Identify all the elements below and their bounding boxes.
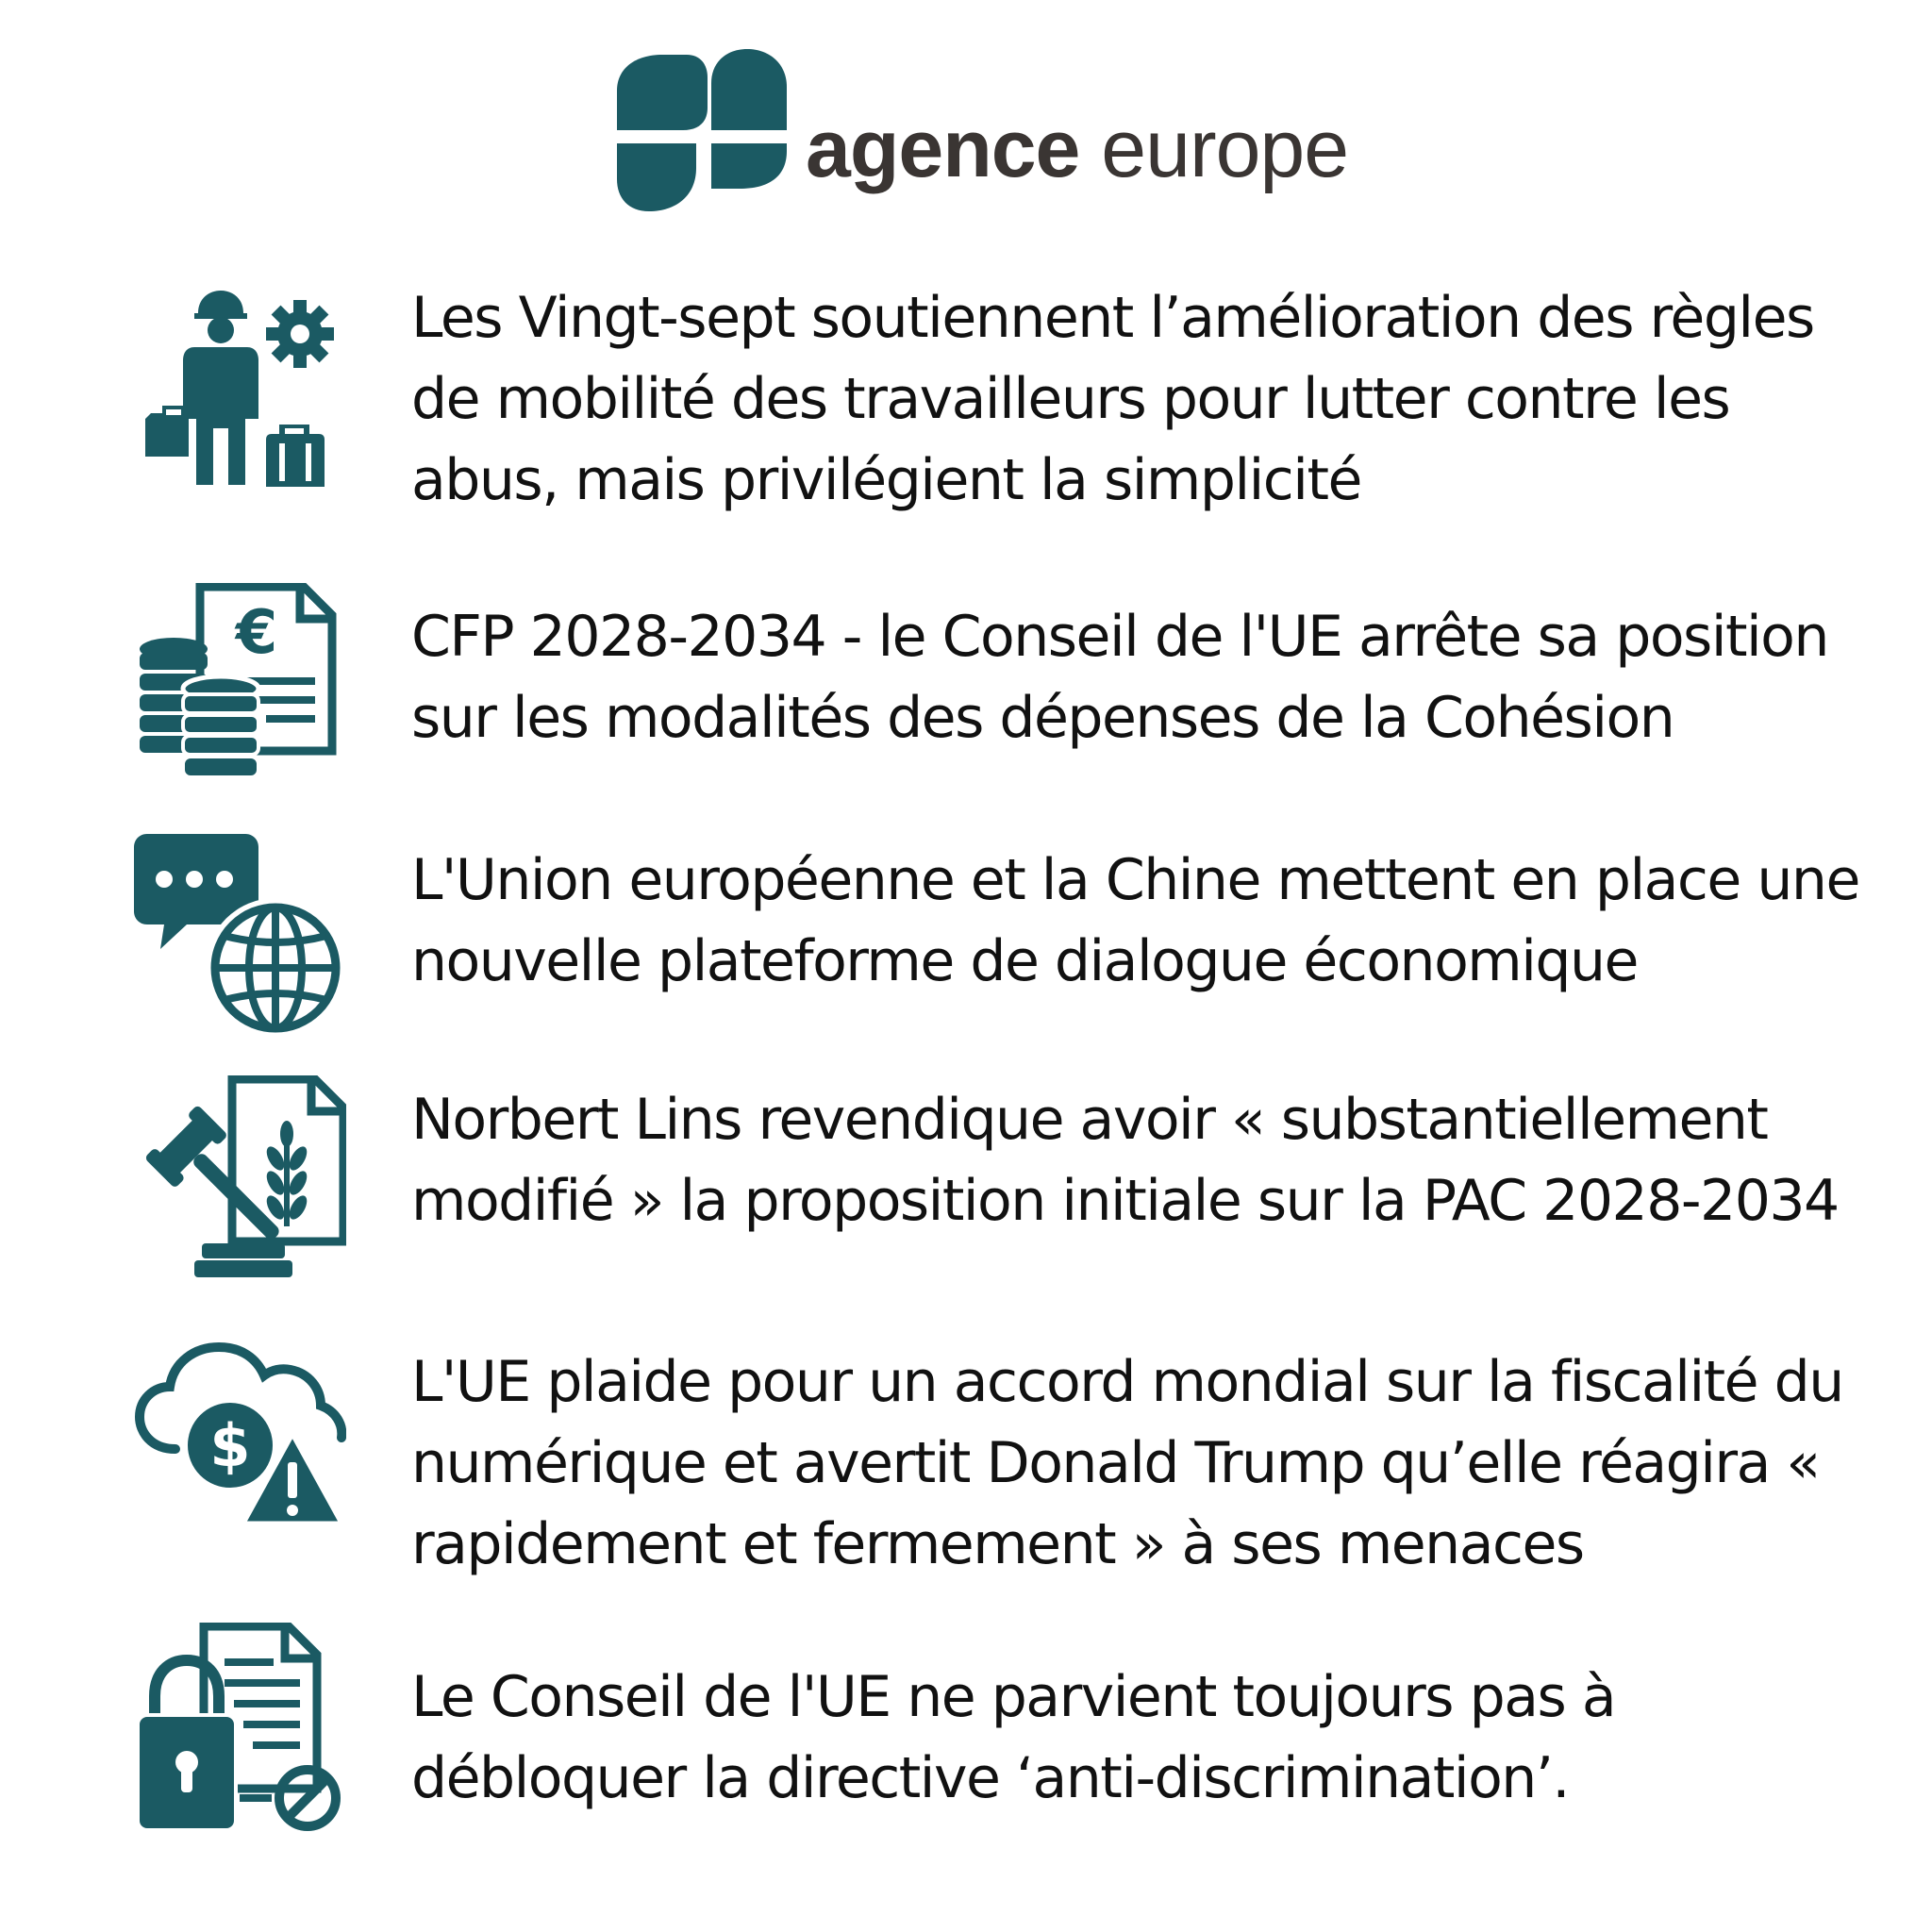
cloud-dollar-warning-icon (134, 1328, 346, 1541)
agence-europe-logo-mark (617, 45, 787, 215)
headline: L'UE plaide pour un accord mondial sur la fiscalité du numérique et avertit Donald Trump qu’elle réagira « rapidement et fermement » à ses menaces (411, 1349, 1843, 1577)
coins-euro-document-icon (134, 583, 346, 795)
svg-text:$: $ (209, 1411, 251, 1480)
headline: CFP 2028-2034 - le Conseil de l'UE arrête sa position sur les modalités des dépenses de la Cohésion (411, 604, 1828, 751)
brand-name-bold: agence (806, 104, 1080, 194)
chat-globe-icon (134, 830, 346, 1042)
headline: Norbert Lins revendique avoir « substantiellement modifié » la proposition initiale sur la PAC 2028-2034 (411, 1087, 1839, 1234)
brand-name-light: europe (1101, 104, 1349, 194)
gavel-wheat-document-icon (134, 1075, 346, 1288)
headline: L'Union européenne et la Chine mettent en place une nouvelle plateforme de dialogue économique (411, 847, 1859, 994)
lock-document-prohibited-icon (134, 1623, 346, 1835)
brand-wordmark (806, 102, 1348, 196)
svg-text:€: € (235, 598, 278, 668)
worker-gear-luggage-icon (134, 287, 346, 499)
headline: Le Conseil de l'UE ne parvient toujours pas à débloquer la directive ‘anti-discrimination’. (411, 1664, 1616, 1811)
brand-logo (617, 45, 1349, 215)
headline: Les Vingt-sept soutiennent l’amélioration des règles de mobilité des travailleurs pour lutter contre les abus, mais privilégient la simplicité (411, 285, 1814, 513)
